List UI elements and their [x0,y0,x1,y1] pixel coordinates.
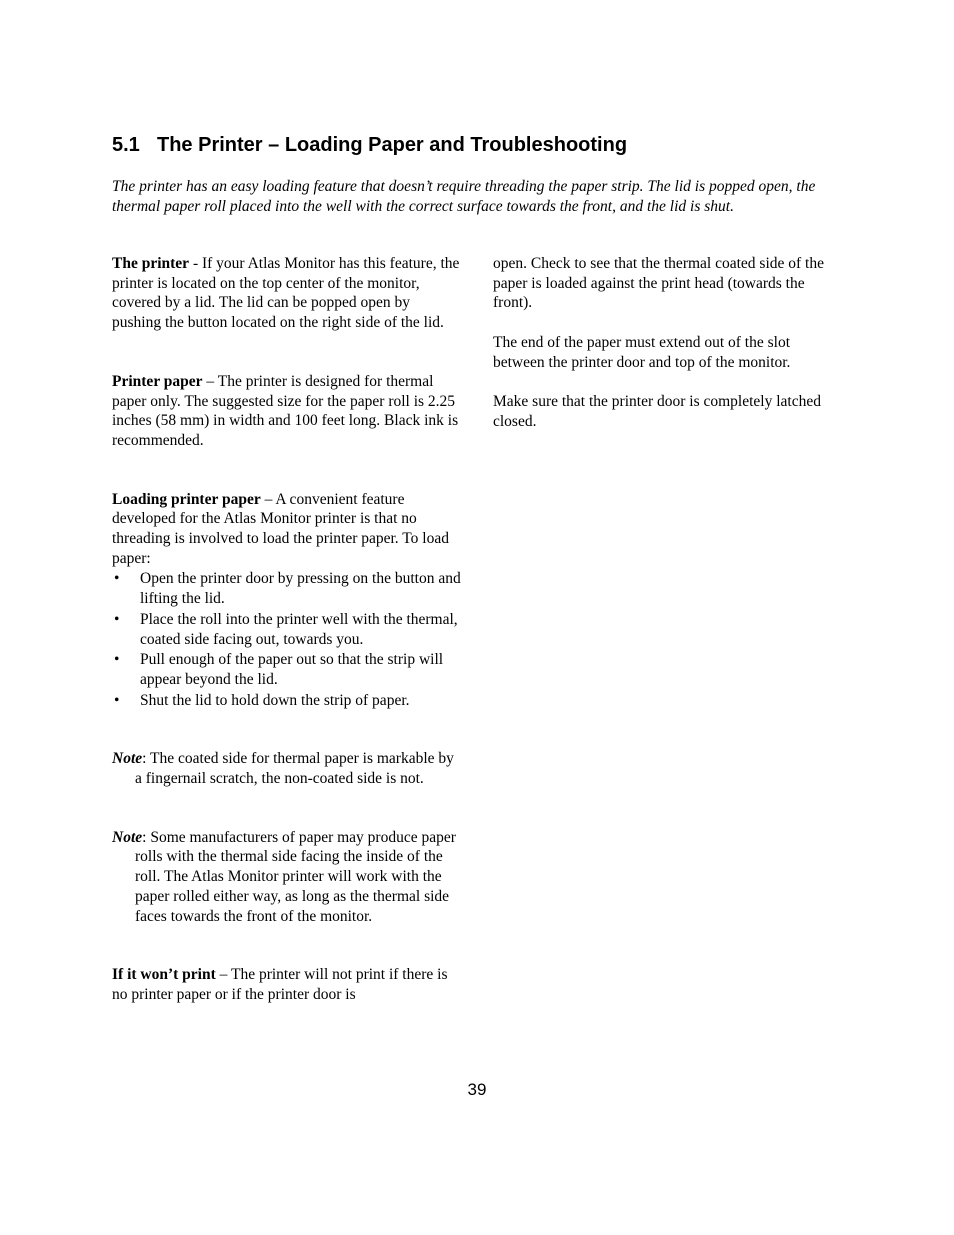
bullet-icon: • [114,691,120,709]
list-item [112,610,462,649]
note-text: : The coated side for thermal paper is markable by a fingernail scratch, the non-coated side is not. [135,750,454,788]
loading-lead: Loading printer paper [112,490,261,508]
right-paragraph-3: Make sure that the printer door is completely latched closed. [493,392,821,430]
list-item [112,691,462,711]
section-heading [112,131,852,159]
loading-text: – A convenient feature developed for the Atlas Monitor printer is that no threading is involved to load the printer paper. To load paper: [112,490,449,567]
list-item-text: Place the roll into the printer well with the thermal, coated side facing out, towards you. [140,610,458,648]
loading-steps-list [112,569,462,710]
printer-text: - If your Atlas Monitor has this feature, the printer is located on the top center of the monitor, covered by a lid. The lid can be popped open by pushing the button located on the right side of the lid. [112,255,460,332]
printer-paper-text: – The printer is designed for thermal paper only. The suggested size for the paper roll is 2.25 inches (58 mm) in width and 100 feet long. Black ink is recommended. [112,372,459,449]
page-number: 39 [467,1080,487,1099]
note-coated-side [112,749,462,788]
list-item-text: Pull enough of the paper out so that the strip will appear beyond the lid. [140,651,444,688]
wont-print-paragraph [112,965,462,1004]
right-paragraph-2: The end of the paper must extend out of the slot between the printer door and top of the monitor. [493,333,791,371]
left-column [112,254,462,1005]
printer-lead: The printer [112,255,190,272]
list-item [112,650,462,689]
printer-paper-lead: Printer paper [112,372,203,390]
note-manufacturers [112,828,462,927]
wont-print-text: – The printer will not print if there is no printer paper or if the printer door is [112,966,448,1003]
wont-print-lead: If it won’t print [112,966,216,984]
right-column [493,254,845,431]
printer-paper-paragraph [112,372,462,451]
bullet-icon: • [114,570,120,588]
section-title: The Printer – Loading Paper and Troubleshooting [157,134,628,156]
section-number: 5.1 [112,134,140,156]
bullet-icon: • [114,610,120,628]
list-item [112,569,462,608]
note-text: : Some manufacturers of paper may produce paper rolls with the thermal side facing the inside of the roll. The Atlas Monitor printer will work with the paper rolled either way, as long as the thermal side faces towards the front of the monitor. [135,828,456,925]
note-lead: Note [112,750,143,768]
right-paragraph-1: open. Check to see that the thermal coated side of the paper is loaded against the print head (towards the front). [493,255,824,312]
intro-paragraph: The printer has an easy loading feature that doesn’t require threading the paper strip. The lid is popped open, the thermal paper roll placed into the well with the correct surface towards the front, and the lid is shut. [112,178,816,215]
list-item-text: Open the printer door by pressing on the button and lifting the lid. [140,570,461,608]
loading-paragraph [112,490,462,569]
printer-paragraph [112,254,462,333]
bullet-icon: • [114,651,120,669]
note-lead: Note [112,828,143,846]
list-item-text: Shut the lid to hold down the strip of paper. [140,691,410,709]
